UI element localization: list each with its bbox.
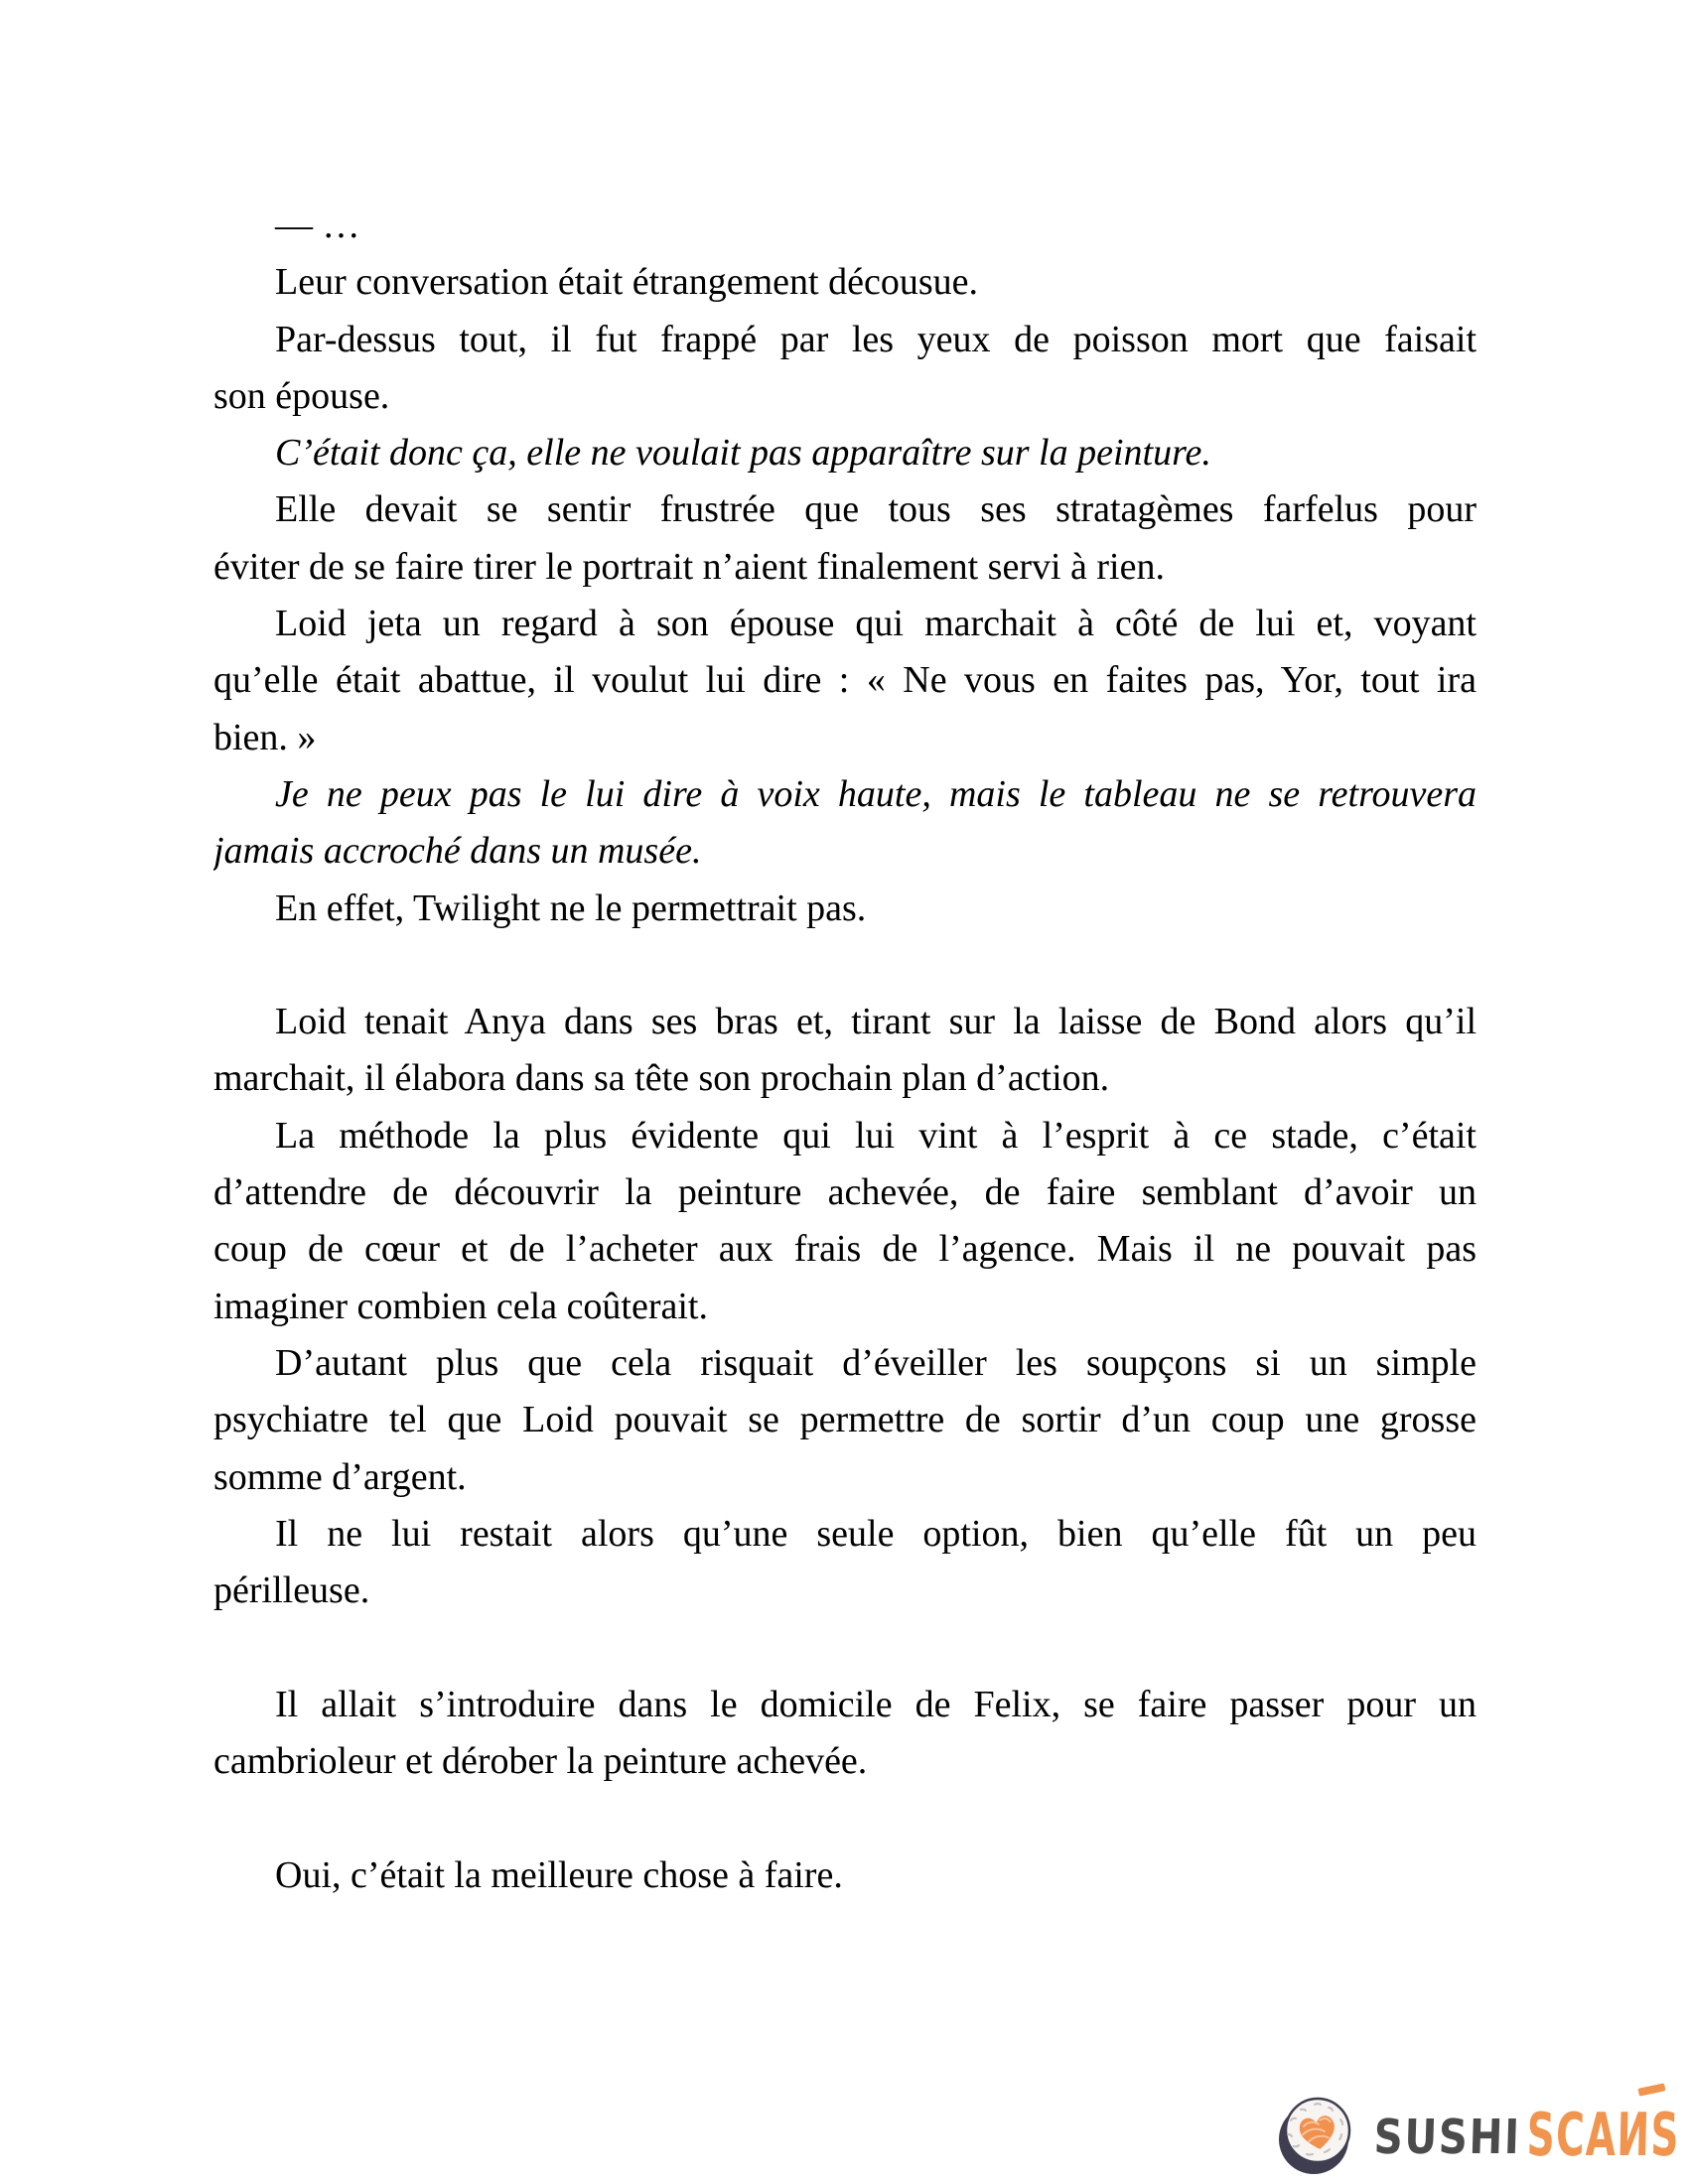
text-line: Leur conversation était étrangement décousue. — [275, 261, 978, 304]
text-line: d’attendre de découvrir la peinture achevée, de faire semblant d’avoir un — [213, 1171, 1477, 1214]
text-line: qu’elle était abattue, il voulut lui dire : « Ne vous en faites pas, Yor, tout ira — [213, 659, 1477, 702]
logo-text-scans: SCAИS — [1525, 2101, 1681, 2170]
text-line: somme d’argent. — [213, 1455, 467, 1498]
text-line: Loid tenait Anya dans ses bras et, tirant sur la laisse de Bond alors qu’il — [275, 1001, 1477, 1043]
text-line: D’autant plus que cela risquait d’éveiller les soupçons si un simple — [275, 1341, 1477, 1384]
text-line: jamais accroché dans un musée. — [213, 830, 702, 873]
logo-text-sushi: SUSHI — [1372, 2110, 1522, 2165]
blank-line — [213, 1619, 1477, 1676]
text-line: Je ne peux pas le lui dire à voix haute, mais le tableau ne se retrouvera — [275, 772, 1477, 815]
text-line: Il ne lui restait alors qu’une seule option, bien qu’elle fût un peu — [275, 1512, 1477, 1555]
text-line: psychiatre tel que Loid pouvait se permettre de sortir d’un coup une grosse — [213, 1399, 1477, 1441]
text-line: Par-dessus tout, il fut frappé par les yeux de poisson mort que faisait — [275, 318, 1477, 360]
text-line: coup de cœur et de l’acheter aux frais de l’agence. Mais il ne pouvait pas — [213, 1228, 1477, 1271]
text-line: Il allait s’introduire dans le domicile de Felix, se faire passer pour un — [275, 1683, 1477, 1725]
text-line: En effet, Twilight ne le permettrait pas. — [275, 887, 867, 929]
text-line: C’était donc ça, elle ne voulait pas apparaître sur la peinture. — [275, 432, 1211, 475]
text-line: périlleuse. — [213, 1570, 370, 1612]
sushi-roll-icon — [1277, 2093, 1354, 2176]
text-line: Oui, c’était la meilleure chose à faire. — [275, 1853, 843, 1896]
text-line: son épouse. — [213, 374, 390, 417]
text-line: marchait, il élabora dans sa tête son prochain plan d’action. — [213, 1057, 1110, 1100]
text-line: imaginer combien cela coûterait. — [213, 1285, 708, 1327]
text-line: Elle devait se sentir frustrée que tous ses stratagèmes farfelus pour — [275, 488, 1477, 531]
text-line: cambrioleur et dérober la peinture achevée. — [213, 1740, 868, 1783]
text-line: bien. » — [213, 716, 317, 758]
text-line: La méthode la plus évidente qui lui vint à l’esprit à ce stade, c’était — [275, 1114, 1477, 1157]
text-line: — … — [275, 205, 360, 246]
text-line: éviter de se faire tirer le portrait n’aient finalement servi à rien. — [213, 545, 1165, 588]
text-line: Loid jeta un regard à son épouse qui marchait à côté de lui et, voyant — [275, 603, 1477, 645]
logo-accent-stroke — [1637, 2083, 1665, 2096]
blank-line — [213, 1790, 1477, 1846]
blank-line — [213, 937, 1477, 994]
body-text — [213, 198, 1477, 1904]
